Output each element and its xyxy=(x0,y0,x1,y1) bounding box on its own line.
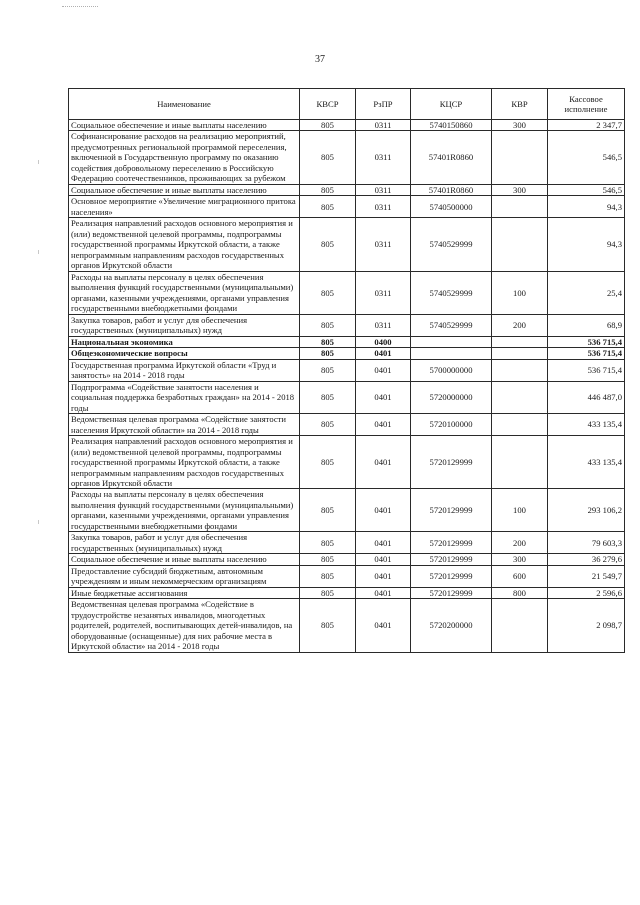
margin-tick xyxy=(38,160,39,164)
cell-kvr: 800 xyxy=(492,587,548,598)
cell-kcsr: 5720129999 xyxy=(411,436,492,489)
cell-kvsr: 805 xyxy=(300,196,356,218)
table-row xyxy=(69,120,625,131)
cell-kvr: 300 xyxy=(492,554,548,565)
table-row xyxy=(69,314,625,336)
cell-rzpr: 0401 xyxy=(356,381,411,413)
cell-kvr: 200 xyxy=(492,532,548,554)
cell-sum: 293 106,2 xyxy=(548,489,625,532)
cell-kvsr: 805 xyxy=(300,336,356,347)
cell-kvr xyxy=(492,196,548,218)
cell-kvr xyxy=(492,348,548,359)
cell-kvsr: 805 xyxy=(300,587,356,598)
cell-kvsr: 805 xyxy=(300,218,356,271)
table-row xyxy=(69,218,625,271)
cell-name: Основное мероприятие «Увеличение миграционного притока населения» xyxy=(69,196,300,218)
cell-kvr: 100 xyxy=(492,271,548,314)
cell-sum: 2 596,6 xyxy=(548,587,625,598)
cell-kcsr: 5740529999 xyxy=(411,218,492,271)
cell-sum: 94,3 xyxy=(548,196,625,218)
cell-sum: 68,9 xyxy=(548,314,625,336)
cell-kvsr: 805 xyxy=(300,489,356,532)
table-row xyxy=(69,436,625,489)
header-name: Наименование xyxy=(69,89,300,120)
cell-name: Расходы на выплаты персоналу в целях обеспечения выполнения функций государственными (муниципальными) органами, казенными учреждениями, органами управления государственными внебюджетными фондами xyxy=(69,489,300,532)
cell-kvsr: 805 xyxy=(300,120,356,131)
cell-name: Ведомственная целевая программа «Содействие занятости населения Иркутской области» на 2014 - 2018 годы xyxy=(69,414,300,436)
table-row xyxy=(69,184,625,195)
cell-kcsr: 5720200000 xyxy=(411,599,492,652)
budget-execution-table xyxy=(68,88,625,653)
cell-sum: 36 279,6 xyxy=(548,554,625,565)
cell-name: Иные бюджетные ассигнования xyxy=(69,587,300,598)
cell-kcsr xyxy=(411,348,492,359)
cell-kvsr: 805 xyxy=(300,271,356,314)
cell-kcsr: 5720100000 xyxy=(411,414,492,436)
header-kvsr: КВСР xyxy=(300,89,356,120)
header-sum: Кассовое исполнение xyxy=(548,89,625,120)
cell-sum: 546,5 xyxy=(548,184,625,195)
table-row xyxy=(69,554,625,565)
cell-kvr xyxy=(492,599,548,652)
cell-name: Предоставление субсидий бюджетным, автономным учреждениям и иным некоммерческим организациям xyxy=(69,565,300,587)
cell-kvr xyxy=(492,131,548,184)
cell-kcsr: 5740500000 xyxy=(411,196,492,218)
cell-kcsr: 5720129999 xyxy=(411,554,492,565)
cell-kvr xyxy=(492,381,548,413)
cell-rzpr: 0401 xyxy=(356,587,411,598)
cell-kcsr: 5740529999 xyxy=(411,271,492,314)
cell-kvsr: 805 xyxy=(300,314,356,336)
cell-name: Подпрограмма «Содействие занятости населения и социальная поддержка безработных граждан» на 2014 - 2018 годы xyxy=(69,381,300,413)
page-number: 37 xyxy=(315,54,325,65)
table-row xyxy=(69,381,625,413)
cell-kvsr: 805 xyxy=(300,565,356,587)
table-row xyxy=(69,532,625,554)
cell-sum: 2 347,7 xyxy=(548,120,625,131)
cell-kvsr: 805 xyxy=(300,414,356,436)
cell-name: Государственная программа Иркутской области «Труд и занятость» на 2014 - 2018 годы xyxy=(69,359,300,381)
table-row xyxy=(69,414,625,436)
cell-rzpr: 0401 xyxy=(356,348,411,359)
table-header-row xyxy=(69,89,625,120)
cell-sum: 79 603,3 xyxy=(548,532,625,554)
cell-kvr: 300 xyxy=(492,120,548,131)
cell-rzpr: 0401 xyxy=(356,599,411,652)
cell-kvr xyxy=(492,218,548,271)
cell-name: Общеэкономические вопросы xyxy=(69,348,300,359)
cell-rzpr: 0401 xyxy=(356,489,411,532)
cell-rzpr: 0401 xyxy=(356,436,411,489)
cell-sum: 25,4 xyxy=(548,271,625,314)
cell-rzpr: 0401 xyxy=(356,554,411,565)
cell-kvr xyxy=(492,359,548,381)
cell-kcsr: 57401R0860 xyxy=(411,131,492,184)
cell-kcsr xyxy=(411,336,492,347)
cell-kcsr: 57401R0860 xyxy=(411,184,492,195)
cell-kvsr: 805 xyxy=(300,381,356,413)
cell-kvsr: 805 xyxy=(300,184,356,195)
table-row xyxy=(69,359,625,381)
cell-kvsr: 805 xyxy=(300,532,356,554)
table-body xyxy=(69,120,625,653)
cell-kcsr: 5700000000 xyxy=(411,359,492,381)
cell-sum: 433 135,4 xyxy=(548,436,625,489)
cell-kcsr: 5720129999 xyxy=(411,587,492,598)
cell-kvsr: 805 xyxy=(300,131,356,184)
cell-rzpr: 0311 xyxy=(356,218,411,271)
cell-name: Ведомственная целевая программа «Содействие в трудоустройстве незанятых инвалидов, многодетных родителей, родителей, воспитывающих детей-инвалидов, на оборудованные (оснащенные) для них рабочие места в Иркутской области» на 2014 - 2018 годы xyxy=(69,599,300,652)
cell-sum: 546,5 xyxy=(548,131,625,184)
cell-kvr: 600 xyxy=(492,565,548,587)
cell-rzpr: 0311 xyxy=(356,120,411,131)
cell-sum: 536 715,4 xyxy=(548,359,625,381)
cell-rzpr: 0401 xyxy=(356,532,411,554)
cell-name: Социальное обеспечение и иные выплаты населению xyxy=(69,184,300,195)
cell-name: Реализация направлений расходов основного мероприятия и (или) ведомственной целевой программы, подпрограммы государственной программы Иркутской области, а также непрограммным направлениям расходов государственных органов Иркутской области xyxy=(69,436,300,489)
cell-kvsr: 805 xyxy=(300,554,356,565)
margin-tick xyxy=(38,520,39,524)
cell-name: Закупка товаров, работ и услуг для обеспечения государственных (муниципальных) нужд xyxy=(69,532,300,554)
cell-kvsr: 805 xyxy=(300,436,356,489)
cell-name: Расходы на выплаты персоналу в целях обеспечения выполнения функций государственными (муниципальными) органами, казенными учреждениями, органами управления государственными внебюджетными фондами xyxy=(69,271,300,314)
cell-sum: 94,3 xyxy=(548,218,625,271)
table-row xyxy=(69,336,625,347)
cell-rzpr: 0311 xyxy=(356,314,411,336)
margin-tick xyxy=(38,250,39,254)
cell-kvr xyxy=(492,414,548,436)
cell-kvr xyxy=(492,436,548,489)
cell-sum: 536 715,4 xyxy=(548,348,625,359)
cell-kvr: 200 xyxy=(492,314,548,336)
cell-name: Софинансирование расходов на реализацию мероприятий, предусмотренных региональной программой переселения, включенной в Государственную программу по оказанию содействия добровольному переселению в Российскую Федерацию соотечественников, проживающих за рубежом xyxy=(69,131,300,184)
cell-name: Реализация направлений расходов основного мероприятия и (или) ведомственной целевой программы, подпрограммы государственной программы Иркутской области, а также непрограммным направлениям расходов государственных органов Иркутской области xyxy=(69,218,300,271)
cell-kvr: 300 xyxy=(492,184,548,195)
table-row xyxy=(69,348,625,359)
header-rzpr: РзПР xyxy=(356,89,411,120)
table-row xyxy=(69,196,625,218)
cell-kcsr: 5720000000 xyxy=(411,381,492,413)
table-row xyxy=(69,489,625,532)
cell-name: Социальное обеспечение и иные выплаты населению xyxy=(69,120,300,131)
cell-sum: 446 487,0 xyxy=(548,381,625,413)
cell-sum: 536 715,4 xyxy=(548,336,625,347)
cell-sum: 2 098,7 xyxy=(548,599,625,652)
table-row xyxy=(69,599,625,652)
table-row xyxy=(69,565,625,587)
cell-rzpr: 0401 xyxy=(356,565,411,587)
cell-name: Социальное обеспечение и иные выплаты населению xyxy=(69,554,300,565)
cell-kcsr: 5740150860 xyxy=(411,120,492,131)
cell-name: Национальная экономика xyxy=(69,336,300,347)
cell-kcsr: 5720129999 xyxy=(411,489,492,532)
cell-kvsr: 805 xyxy=(300,599,356,652)
cell-rzpr: 0311 xyxy=(356,271,411,314)
cell-kvr xyxy=(492,336,548,347)
table-row xyxy=(69,271,625,314)
cell-kcsr: 5720129999 xyxy=(411,532,492,554)
cell-rzpr: 0311 xyxy=(356,131,411,184)
scan-artifact xyxy=(62,6,98,7)
cell-rzpr: 0311 xyxy=(356,184,411,195)
cell-rzpr: 0401 xyxy=(356,359,411,381)
cell-rzpr: 0400 xyxy=(356,336,411,347)
table-row xyxy=(69,587,625,598)
cell-sum: 433 135,4 xyxy=(548,414,625,436)
cell-kcsr: 5740529999 xyxy=(411,314,492,336)
table-row xyxy=(69,131,625,184)
cell-kcsr: 5720129999 xyxy=(411,565,492,587)
cell-kvsr: 805 xyxy=(300,348,356,359)
cell-rzpr: 0401 xyxy=(356,414,411,436)
cell-kvsr: 805 xyxy=(300,359,356,381)
header-kcsr: КЦСР xyxy=(411,89,492,120)
cell-sum: 21 549,7 xyxy=(548,565,625,587)
cell-name: Закупка товаров, работ и услуг для обеспечения государственных (муниципальных) нужд xyxy=(69,314,300,336)
cell-kvr: 100 xyxy=(492,489,548,532)
cell-rzpr: 0311 xyxy=(356,196,411,218)
header-kvr: КВР xyxy=(492,89,548,120)
